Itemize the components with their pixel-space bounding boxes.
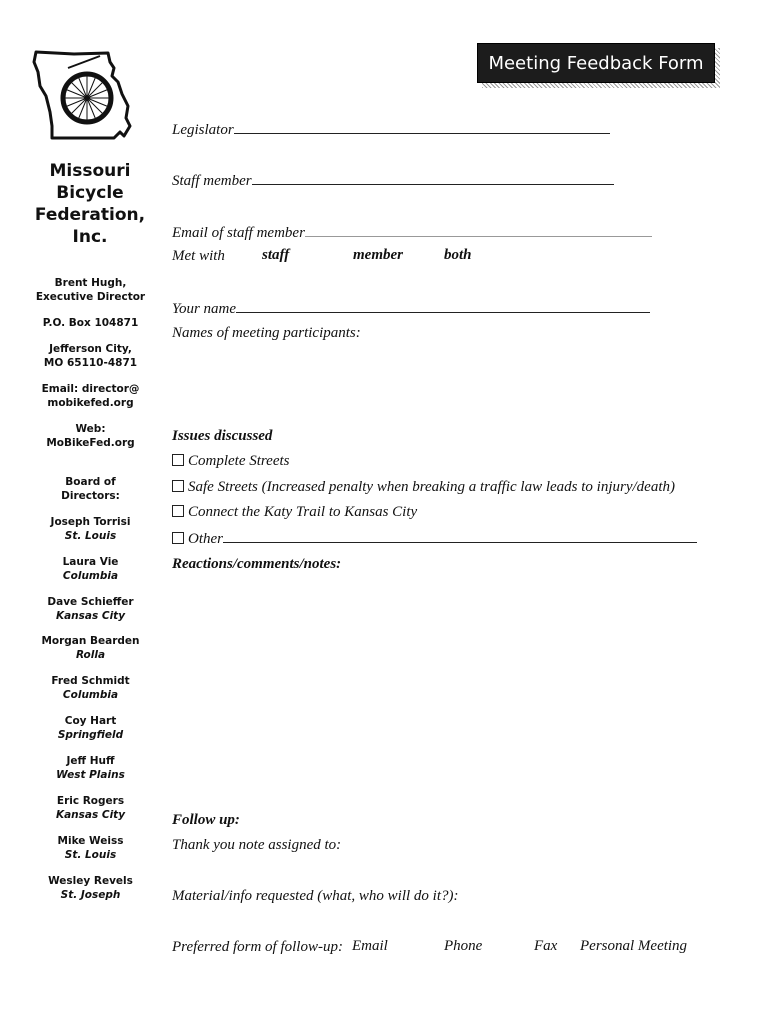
issue-safe-streets[interactable]: Safe Streets (Increased penalty when breaking a traffic law leads to injury/death) <box>172 478 675 496</box>
checkbox[interactable] <box>172 532 184 544</box>
met-with-label: Met with <box>172 248 225 264</box>
board-member: Laura Vie Columbia <box>62 556 119 582</box>
board-member: Jeff Huff West Plains <box>56 755 125 781</box>
follow-up-fax-option[interactable]: Fax <box>534 938 558 954</box>
board-heading: Board of Directors: <box>61 476 120 502</box>
checkbox[interactable] <box>172 454 184 466</box>
email-address[interactable]: Email: director@ mobikefed.org <box>41 383 140 409</box>
met-with-both-option[interactable]: both <box>444 247 472 263</box>
legislator-field[interactable]: Legislator <box>172 119 610 139</box>
federation-logo <box>30 46 140 146</box>
board-member: Joseph Torrisi St. Louis <box>50 516 131 542</box>
issues-heading: Issues discussed <box>172 428 273 444</box>
board-member: Fred Schmidt Columbia <box>51 675 130 701</box>
board-member: Morgan Bearden Rolla <box>41 635 140 661</box>
checkbox[interactable] <box>172 505 184 517</box>
board-member: Eric Rogers Kansas City <box>55 795 126 821</box>
website[interactable]: Web: MoBikeFed.org <box>46 423 135 449</box>
thank-you-label: Thank you note assigned to: <box>172 837 342 853</box>
issue-other[interactable]: Other <box>172 528 697 548</box>
participants-label: Names of meeting participants: <box>172 325 361 341</box>
board-member: Mike Weiss St. Louis <box>57 835 124 861</box>
staff-member-line[interactable] <box>252 170 614 185</box>
reactions-heading: Reactions/comments/notes: <box>172 556 342 572</box>
po-box: P.O. Box 104871 <box>42 317 139 329</box>
your-name-line[interactable] <box>236 298 650 313</box>
follow-up-heading: Follow up: <box>172 812 240 828</box>
checkbox[interactable] <box>172 480 184 492</box>
board-member: Wesley Revels St. Joseph <box>48 875 133 901</box>
follow-up-personal-meeting-option[interactable]: Personal Meeting <box>580 938 688 954</box>
organization-name: Missouri Bicycle Federation, Inc. <box>34 161 146 247</box>
follow-up-phone-option[interactable]: Phone <box>444 938 483 954</box>
met-with-staff-option[interactable]: staff <box>262 247 290 263</box>
missouri-bicycle-logo-icon <box>30 46 140 146</box>
board-member: Dave Schieffer Kansas City <box>47 596 134 622</box>
your-name-field[interactable]: Your name <box>172 298 650 318</box>
issue-complete-streets[interactable]: Complete Streets <box>172 452 290 470</box>
other-line[interactable] <box>223 528 697 543</box>
board-member: Coy Hart Springfield <box>57 715 124 741</box>
met-with-member-option[interactable]: member <box>353 247 403 263</box>
follow-up-email-option[interactable]: Email <box>352 938 388 954</box>
issue-katy-trail[interactable]: Connect the Katy Trail to Kansas City <box>172 503 417 521</box>
staff-email-line[interactable] <box>305 222 652 237</box>
director-info: Brent Hugh, Executive Director <box>35 277 146 303</box>
staff-email-field[interactable]: Email of staff member <box>172 222 652 242</box>
staff-member-field[interactable]: Staff member <box>172 170 614 190</box>
legislator-line[interactable] <box>234 119 610 134</box>
form-title: Meeting Feedback Form <box>477 43 715 83</box>
city-address: Jefferson City, MO 65110-4871 <box>43 343 138 369</box>
material-label: Material/info requested (what, who will do it?): <box>172 888 459 904</box>
preferred-follow-up-label: Preferred form of follow-up: <box>172 939 343 955</box>
